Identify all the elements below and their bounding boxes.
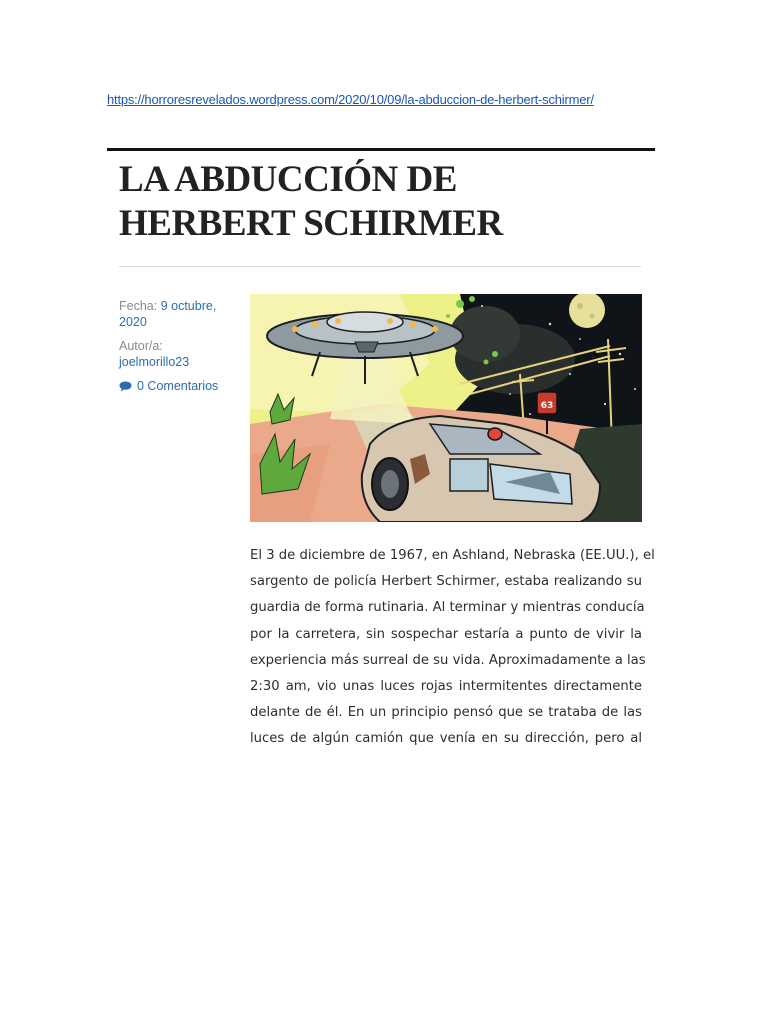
meta-author — [119, 338, 234, 370]
body-line: sargento de policía Herbert Schirmer, estaba realizando su — [250, 574, 642, 590]
body-line: guardia de forma rutinaria. Al terminar y mientras conducía — [250, 600, 645, 616]
ufo-abduction-illustration — [250, 294, 642, 522]
route-sign-number: 63 — [540, 401, 554, 411]
body-line: 2:30 am, vio unas luces rojas intermitentes directamente — [250, 679, 642, 695]
body-line: El 3 de diciembre de 1967, en Ashland, Nebraska (EE.UU.), el — [250, 548, 655, 563]
title-line-1: LA ABDUCCIÓN DE — [119, 159, 457, 200]
body-line: delante de él. En un principio pensó que se trataba de las — [250, 705, 642, 721]
meta-date — [119, 298, 234, 330]
date-link[interactable]: 9 octubre, — [160, 299, 217, 313]
article-title — [119, 158, 649, 246]
article-body — [250, 543, 655, 753]
header-divider — [107, 148, 655, 151]
comments-link[interactable] — [119, 378, 234, 394]
body-line: por la carretera, sin sospechar estaría a punto de vivir la — [250, 626, 642, 642]
body-line: luces de algún camión que venía en su dirección, pero al — [250, 731, 642, 747]
date-year[interactable]: 2020 — [119, 315, 147, 329]
speech-bubble-icon — [119, 381, 132, 392]
article-illustration — [250, 294, 642, 522]
date-label: Fecha: — [119, 299, 158, 313]
title-divider — [119, 266, 641, 267]
body-line: experiencia más surreal de su vida. Aproximadamente a las — [250, 652, 646, 668]
title-line-2: HERBERT SCHIRMER — [119, 203, 503, 244]
article-meta — [119, 298, 234, 394]
author-label: Autor/a: — [119, 339, 163, 353]
source-url-link[interactable]: https://horroresrevelados.wordpress.com/2020/10/09/la-abduccion-de-herbert-schirmer/ — [107, 92, 594, 107]
comments-count: 0 Comentarios — [137, 379, 219, 393]
author-link[interactable]: joelmorillo23 — [119, 355, 190, 369]
